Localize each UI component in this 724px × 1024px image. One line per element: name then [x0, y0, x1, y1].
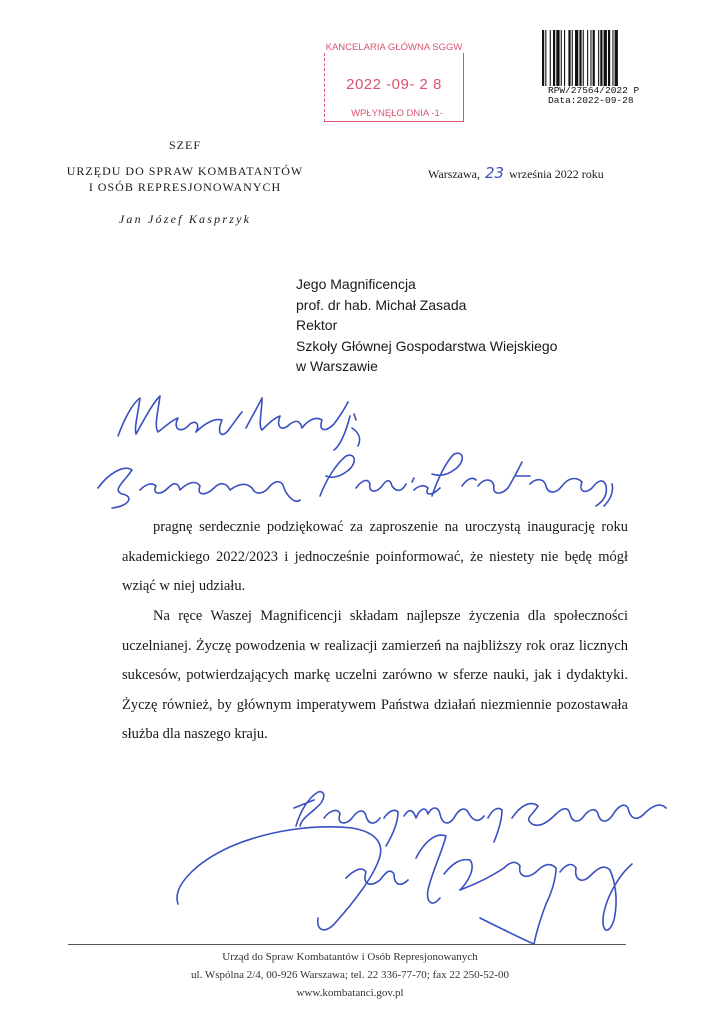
recipient-line: Jego Magnificencja [296, 276, 416, 292]
barcode-bar [608, 30, 610, 86]
handwritten-closing [294, 792, 666, 846]
handwritten-flourish [480, 918, 534, 944]
barcode-bar [572, 30, 573, 86]
footer-office: Urząd do Spraw Kombatantów i Osób Represjonowanych [222, 951, 478, 963]
barcode-bar [561, 30, 562, 86]
sender-office-line1: URZĘDU DO SPRAW KOMBATANTÓW [66, 164, 304, 178]
barcode-bar [587, 30, 588, 86]
barcode-bar [564, 30, 565, 86]
barcode-bar [556, 30, 559, 86]
dateline-place: Warszawa, [428, 167, 481, 181]
handwritten-salutation-line2 [98, 453, 613, 508]
recipient-address [296, 274, 557, 377]
barcode-bar [550, 30, 551, 86]
recipient-line: w Warszawie [296, 358, 378, 374]
barcode-bar [604, 30, 607, 86]
barcode-bar [583, 30, 584, 86]
body-paragraph-2: Na ręce Waszej Magnificencji składam najlepsze życzenia dla społeczności uczelnianej. Życzę powodzenia w realizacji zamierzeń na najbliższy rok oraz licznych sukcesów, potwierdzających markę uczelni zarówno w sferze nauki, jak i dydaktyki. Życzę również, by głównym imperatywem Państwa działań niezmiennie pozostawała służba dla naszego kraju. [122, 608, 628, 743]
barcode-date: Data:2022-09-28 [548, 95, 634, 106]
stamp-office: KANCELARIA GŁÓWNA SGGW [325, 42, 463, 53]
barcode-bar [598, 30, 599, 86]
barcode-bar [615, 30, 618, 86]
barcode-bar [542, 30, 544, 86]
recipient-line: prof. dr hab. Michał Zasada [296, 296, 467, 313]
barcode-bar [553, 30, 555, 86]
recipient-line: Rektor [296, 317, 338, 333]
barcode-bar [593, 30, 595, 86]
barcode-bar [545, 30, 546, 86]
reception-stamp [324, 42, 464, 124]
sender-title: SZEF [168, 138, 201, 152]
stamp-received: WPŁYNĘŁO DNIA -1- [338, 108, 456, 119]
sender-office-line2: I OSÓB REPRESJONOWANYCH [88, 180, 282, 194]
handwritten-signature [177, 827, 632, 944]
barcode-ref: RPW/27564/2022 P [548, 85, 640, 96]
barcode-bar [590, 30, 591, 86]
barcode-bar [575, 30, 578, 86]
footer-divider [68, 944, 626, 945]
barcode-bar [579, 30, 581, 86]
dateline-month-year: września 2022 roku [509, 167, 604, 181]
body-paragraph-1: pragnę serdecznie podziękować za zaproszenie na uroczystą inaugurację roku akademickiego 2022/2023 i jednocześnie poinformować, że niestety nie będę mógł wziąć w niej udziału. [122, 519, 628, 595]
handwritten-salutation-line1 [118, 396, 360, 450]
barcode-bar [612, 30, 613, 86]
barcode-label [548, 86, 658, 106]
recipient-line: Szkoły Głównej Gospodarstwa Wiejskiego [296, 337, 558, 354]
barcode-bar [568, 30, 570, 86]
sender-name: Jan Józef Kasprzyk [118, 212, 252, 226]
stamp-date: 2022 -09- 2 8 [346, 76, 442, 93]
footer-website: www.kombatanci.gov.pl [296, 987, 404, 999]
footer-address: ul. Wspólna 2/4, 00-926 Warszawa; tel. 22 336-77-70; fax 22 250-52-00 [191, 969, 509, 981]
dateline [428, 164, 604, 182]
dateline-day: 23 [485, 164, 505, 182]
barcode-bar [600, 30, 602, 86]
barcode [542, 30, 646, 86]
